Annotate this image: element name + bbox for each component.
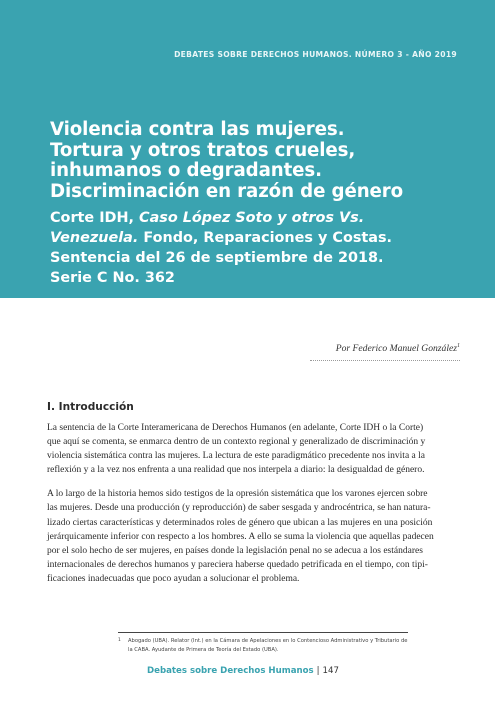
footnote-line: Abogado (UBA). Relator (Int.) en la Cámara de Apelaciones en lo Contencioso Administrativo y Tributario de xyxy=(128,638,408,644)
footnote-line: la CABA. Ayudante de Primera de Teoría del Estado (UBA). xyxy=(128,646,279,653)
title-line: Violencia contra las mujeres. xyxy=(50,119,345,140)
footnote-number: 1 xyxy=(118,638,121,643)
article-title xyxy=(50,120,470,202)
footnote xyxy=(118,637,413,654)
subtitle-line xyxy=(50,208,470,228)
text-line: jerárquicamente inferior con respecto a los hombres. A ello se suma la violencia que aquellas padecen xyxy=(47,531,434,542)
subtitle-text: Fondo, Reparaciones y Costas. xyxy=(138,230,393,246)
text-line: violencia sistemática contra las mujeres. La lectura de este paradigmático precedente nos invita a la xyxy=(47,451,425,462)
subtitle-line xyxy=(50,228,470,248)
footer-separator: | xyxy=(316,666,320,676)
author-byline xyxy=(336,343,460,354)
article-subtitle xyxy=(50,208,470,288)
text-line: reflexión y a la vez nos enfrenta a una realidad que nos interpela a diario: la desigualdad de género. xyxy=(47,465,425,476)
text-line: lizado ciertas características y determinados roles de género que ubican a las mujeres en una posición xyxy=(47,517,433,528)
text-line: ficaciones inadecuadas que poco ayudan a solucionar el problema. xyxy=(47,573,300,584)
subtitle-line: Serie C No. 362 xyxy=(50,270,175,286)
author-divider xyxy=(310,360,460,361)
section-heading: I. Introducción xyxy=(47,401,134,413)
title-block xyxy=(50,120,470,288)
journal-name: Debates sobre Derechos Humanos xyxy=(147,666,314,676)
text-line: La sentencia de la Corte Interamericana de Derechos Humanos (en adelante, Corte IDH o la Corte) xyxy=(47,423,424,433)
text-line: internacionales de derechos humanos y pareciera haberse quedado petrificada en el tiempo, con tipi- xyxy=(47,559,428,570)
text-line: que aquí se comenta, se enmarca dentro de un contexto regional y generalizado de discriminación y xyxy=(47,437,426,448)
text-line: A lo largo de la historia hemos sido testigos de la opresión sistemática que los varones ejercen sobre xyxy=(47,489,428,500)
running-head: DEBATES SOBRE DERECHOS HUMANOS. NÚMERO 3 - AÑO 2019 xyxy=(174,50,457,59)
text-line: por el solo hecho de ser mujeres, en países donde la legislación penal no se adecua a los estándares xyxy=(47,545,423,556)
subtitle-line: Sentencia del 26 de septiembre de 2018. xyxy=(50,250,384,266)
page-footer xyxy=(147,666,339,676)
title-line: inhumanos o degradantes. xyxy=(50,160,322,181)
case-name-italic: Venezuela. xyxy=(50,230,139,246)
case-name-italic: Caso López Soto y otros Vs. xyxy=(139,210,365,226)
paragraph xyxy=(47,421,458,477)
subtitle-text: Corte IDH, xyxy=(50,210,140,226)
body-text xyxy=(47,421,458,596)
title-line: Tortura y otros tratos crueles, xyxy=(50,139,356,161)
author-name: Por Federico Manuel González xyxy=(335,343,457,355)
footnote-rule xyxy=(118,632,408,633)
title-line: Discriminación en razón de género xyxy=(50,180,404,202)
page-number: 147 xyxy=(322,666,339,676)
author-footnote-mark: 1 xyxy=(457,343,460,349)
paragraph xyxy=(47,487,458,586)
title-banner xyxy=(0,0,495,298)
text-line: las mujeres. Desde una producción (y reproducción) de saber sesgada y androcéntrica, se han natura- xyxy=(47,503,431,514)
